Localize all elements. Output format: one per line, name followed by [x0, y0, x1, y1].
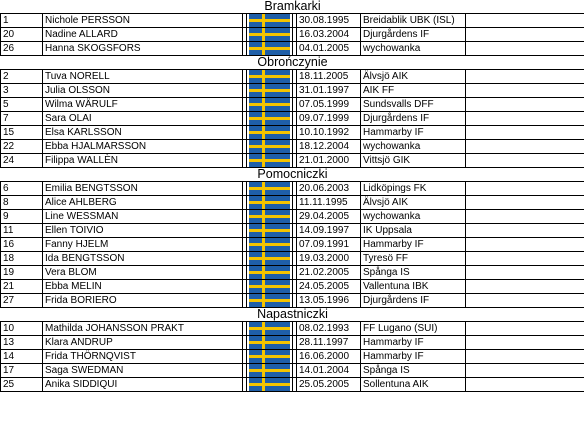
player-name: Saga SWEDMAN	[43, 364, 243, 378]
player-birthdate: 21.01.2000	[297, 154, 361, 168]
flag-cell	[247, 364, 293, 378]
empty-cell	[466, 336, 584, 350]
empty-cell	[466, 112, 584, 126]
player-row	[1, 84, 584, 98]
player-club: Spånga IS	[361, 364, 466, 378]
player-club: Älvsjö AIK	[361, 70, 466, 84]
player-name: Vera BLOM	[43, 266, 243, 280]
player-number: 1	[1, 14, 43, 28]
player-club: Djurgårdens IF	[361, 294, 466, 308]
player-birthdate: 28.11.1997	[297, 336, 361, 350]
player-number: 13	[1, 336, 43, 350]
player-number: 5	[1, 98, 43, 112]
player-club: Älvsjö AIK	[361, 196, 466, 210]
player-name: Anika SIDDIQUI	[43, 378, 243, 392]
player-birthdate: 30.08.1995	[297, 14, 361, 28]
section-header-row	[1, 308, 584, 322]
player-club: Djurgårdens IF	[361, 28, 466, 42]
player-club: AIK FF	[361, 84, 466, 98]
sweden-flag-icon	[249, 252, 290, 265]
player-row	[1, 112, 584, 126]
player-club: wychowanka	[361, 140, 466, 154]
player-number: 10	[1, 322, 43, 336]
player-name: Frida BORIERO	[43, 294, 243, 308]
player-club: Hammarby IF	[361, 238, 466, 252]
player-number: 19	[1, 266, 43, 280]
player-name: Ebba HJALMARSSON	[43, 140, 243, 154]
player-birthdate: 24.05.2005	[297, 280, 361, 294]
flag-cell	[247, 14, 293, 28]
player-birthdate: 09.07.1999	[297, 112, 361, 126]
section-title: Obrończynie	[1, 56, 584, 70]
sweden-flag-icon	[249, 42, 290, 55]
sweden-flag-icon	[249, 140, 290, 153]
flag-cell	[247, 28, 293, 42]
player-number: 8	[1, 196, 43, 210]
empty-cell	[466, 196, 584, 210]
player-row	[1, 154, 584, 168]
flag-cell	[247, 84, 293, 98]
player-row	[1, 224, 584, 238]
player-birthdate: 31.01.1997	[297, 84, 361, 98]
player-name: Nichole PERSSON	[43, 14, 243, 28]
sweden-flag-icon	[249, 196, 290, 209]
empty-cell	[466, 182, 584, 196]
flag-cell	[247, 350, 293, 364]
player-row	[1, 42, 584, 56]
player-birthdate: 10.10.1992	[297, 126, 361, 140]
empty-cell	[466, 294, 584, 308]
player-row	[1, 378, 584, 392]
empty-cell	[466, 280, 584, 294]
player-birthdate: 29.04.2005	[297, 210, 361, 224]
player-birthdate: 14.09.1997	[297, 224, 361, 238]
empty-cell	[466, 98, 584, 112]
flag-cell	[247, 42, 293, 56]
empty-cell	[466, 322, 584, 336]
sweden-flag-icon	[249, 350, 290, 363]
player-name: Julia OLSSON	[43, 84, 243, 98]
player-number: 17	[1, 364, 43, 378]
player-row	[1, 126, 584, 140]
player-name: Elsa KARLSSON	[43, 126, 243, 140]
sweden-flag-icon	[249, 14, 290, 27]
player-number: 27	[1, 294, 43, 308]
sweden-flag-icon	[249, 84, 290, 97]
player-row	[1, 196, 584, 210]
player-club: Vittsjö GIK	[361, 154, 466, 168]
player-name: Alice AHLBERG	[43, 196, 243, 210]
player-club: Sundsvalls DFF	[361, 98, 466, 112]
empty-cell	[466, 364, 584, 378]
section-header-row	[1, 56, 584, 70]
flag-cell	[247, 322, 293, 336]
player-birthdate: 16.06.2000	[297, 350, 361, 364]
player-number: 26	[1, 42, 43, 56]
empty-cell	[466, 378, 584, 392]
player-birthdate: 14.01.2004	[297, 364, 361, 378]
player-name: Klara ANDRUP	[43, 336, 243, 350]
flag-cell	[247, 224, 293, 238]
player-number: 25	[1, 378, 43, 392]
section-header-row	[1, 168, 584, 182]
player-club: Djurgårdens IF	[361, 112, 466, 126]
player-club: Breidablik UBK (ISL)	[361, 14, 466, 28]
flag-cell	[247, 140, 293, 154]
player-row	[1, 140, 584, 154]
empty-cell	[466, 70, 584, 84]
player-name: Nadine ALLARD	[43, 28, 243, 42]
player-row	[1, 70, 584, 84]
player-name: Ebba MELIN	[43, 280, 243, 294]
player-name: Filippa WALLÈN	[43, 154, 243, 168]
player-row	[1, 98, 584, 112]
player-club: Tyresö FF	[361, 252, 466, 266]
sweden-flag-icon	[249, 70, 290, 83]
empty-cell	[466, 154, 584, 168]
player-row	[1, 28, 584, 42]
player-row	[1, 364, 584, 378]
flag-cell	[247, 280, 293, 294]
player-club: Lidköpings FK	[361, 182, 466, 196]
player-club: wychowanka	[361, 42, 466, 56]
player-row	[1, 210, 584, 224]
sweden-flag-icon	[249, 112, 290, 125]
player-birthdate: 21.02.2005	[297, 266, 361, 280]
player-club: Spånga IS	[361, 266, 466, 280]
player-club: Hammarby IF	[361, 336, 466, 350]
sweden-flag-icon	[249, 154, 290, 167]
flag-cell	[247, 378, 293, 392]
player-birthdate: 07.05.1999	[297, 98, 361, 112]
section-header-row	[1, 0, 584, 14]
sweden-flag-icon	[249, 378, 290, 391]
empty-cell	[466, 140, 584, 154]
player-row	[1, 14, 584, 28]
sweden-flag-icon	[249, 238, 290, 251]
flag-cell	[247, 70, 293, 84]
sweden-flag-icon	[249, 98, 290, 111]
empty-cell	[466, 266, 584, 280]
roster-body	[1, 0, 584, 392]
sweden-flag-icon	[249, 280, 290, 293]
player-name: Line WESSMAN	[43, 210, 243, 224]
player-name: Ida BENGTSSON	[43, 252, 243, 266]
flag-cell	[247, 98, 293, 112]
section-title: Napastniczki	[1, 308, 584, 322]
player-number: 24	[1, 154, 43, 168]
player-club: Vallentuna IBK	[361, 280, 466, 294]
flag-cell	[247, 182, 293, 196]
flag-cell	[247, 112, 293, 126]
player-row	[1, 182, 584, 196]
player-name: Frida THÖRNQVIST	[43, 350, 243, 364]
player-birthdate: 07.09.1991	[297, 238, 361, 252]
player-birthdate: 20.06.2003	[297, 182, 361, 196]
flag-cell	[247, 210, 293, 224]
player-birthdate: 25.05.2005	[297, 378, 361, 392]
player-club: IK Uppsala	[361, 224, 466, 238]
sweden-flag-icon	[249, 126, 290, 139]
flag-cell	[247, 252, 293, 266]
player-club: Hammarby IF	[361, 126, 466, 140]
flag-cell	[247, 154, 293, 168]
sweden-flag-icon	[249, 182, 290, 195]
empty-cell	[466, 252, 584, 266]
player-number: 3	[1, 84, 43, 98]
empty-cell	[466, 350, 584, 364]
player-number: 7	[1, 112, 43, 126]
flag-cell	[247, 266, 293, 280]
player-club: wychowanka	[361, 210, 466, 224]
sweden-flag-icon	[249, 294, 290, 307]
player-number: 20	[1, 28, 43, 42]
sweden-flag-icon	[249, 364, 290, 377]
player-number: 11	[1, 224, 43, 238]
section-title: Pomocniczki	[1, 168, 584, 182]
player-name: Mathilda JOHANSSON PRAKT	[43, 322, 243, 336]
player-name: Sara OLAI	[43, 112, 243, 126]
sweden-flag-icon	[249, 28, 290, 41]
flag-cell	[247, 238, 293, 252]
player-birthdate: 16.03.2004	[297, 28, 361, 42]
player-birthdate: 08.02.1993	[297, 322, 361, 336]
player-row	[1, 252, 584, 266]
player-birthdate: 04.01.2005	[297, 42, 361, 56]
player-row	[1, 322, 584, 336]
player-name: Hanna SKOGSFORS	[43, 42, 243, 56]
sweden-flag-icon	[249, 336, 290, 349]
player-row	[1, 266, 584, 280]
empty-cell	[466, 126, 584, 140]
player-number: 14	[1, 350, 43, 364]
player-birthdate: 18.11.2005	[297, 70, 361, 84]
empty-cell	[466, 14, 584, 28]
player-number: 2	[1, 70, 43, 84]
player-number: 6	[1, 182, 43, 196]
player-club: FF Lugano (SUI)	[361, 322, 466, 336]
player-birthdate: 18.12.2004	[297, 140, 361, 154]
player-number: 21	[1, 280, 43, 294]
player-name: Tuva NORELL	[43, 70, 243, 84]
sweden-flag-icon	[249, 322, 290, 335]
empty-cell	[466, 84, 584, 98]
flag-cell	[247, 336, 293, 350]
empty-cell	[466, 210, 584, 224]
player-row	[1, 336, 584, 350]
flag-cell	[247, 126, 293, 140]
player-number: 15	[1, 126, 43, 140]
player-birthdate: 11.11.1995	[297, 196, 361, 210]
player-birthdate: 13.05.1996	[297, 294, 361, 308]
player-number: 9	[1, 210, 43, 224]
flag-cell	[247, 294, 293, 308]
empty-cell	[466, 28, 584, 42]
player-row	[1, 238, 584, 252]
section-title: Bramkarki	[1, 0, 584, 14]
player-row	[1, 350, 584, 364]
player-row	[1, 280, 584, 294]
empty-cell	[466, 42, 584, 56]
flag-cell	[247, 196, 293, 210]
player-number: 18	[1, 252, 43, 266]
player-number: 22	[1, 140, 43, 154]
player-row	[1, 294, 584, 308]
player-name: Ellen TOIVIO	[43, 224, 243, 238]
player-club: Hammarby IF	[361, 350, 466, 364]
sweden-flag-icon	[249, 266, 290, 279]
player-name: Emilia BENGTSSON	[43, 182, 243, 196]
sweden-flag-icon	[249, 224, 290, 237]
player-birthdate: 19.03.2000	[297, 252, 361, 266]
player-club: Sollentuna AIK	[361, 378, 466, 392]
player-number: 16	[1, 238, 43, 252]
player-name: Wilma WÄRULF	[43, 98, 243, 112]
sweden-flag-icon	[249, 210, 290, 223]
player-name: Fanny HJELM	[43, 238, 243, 252]
empty-cell	[466, 238, 584, 252]
empty-cell	[466, 224, 584, 238]
